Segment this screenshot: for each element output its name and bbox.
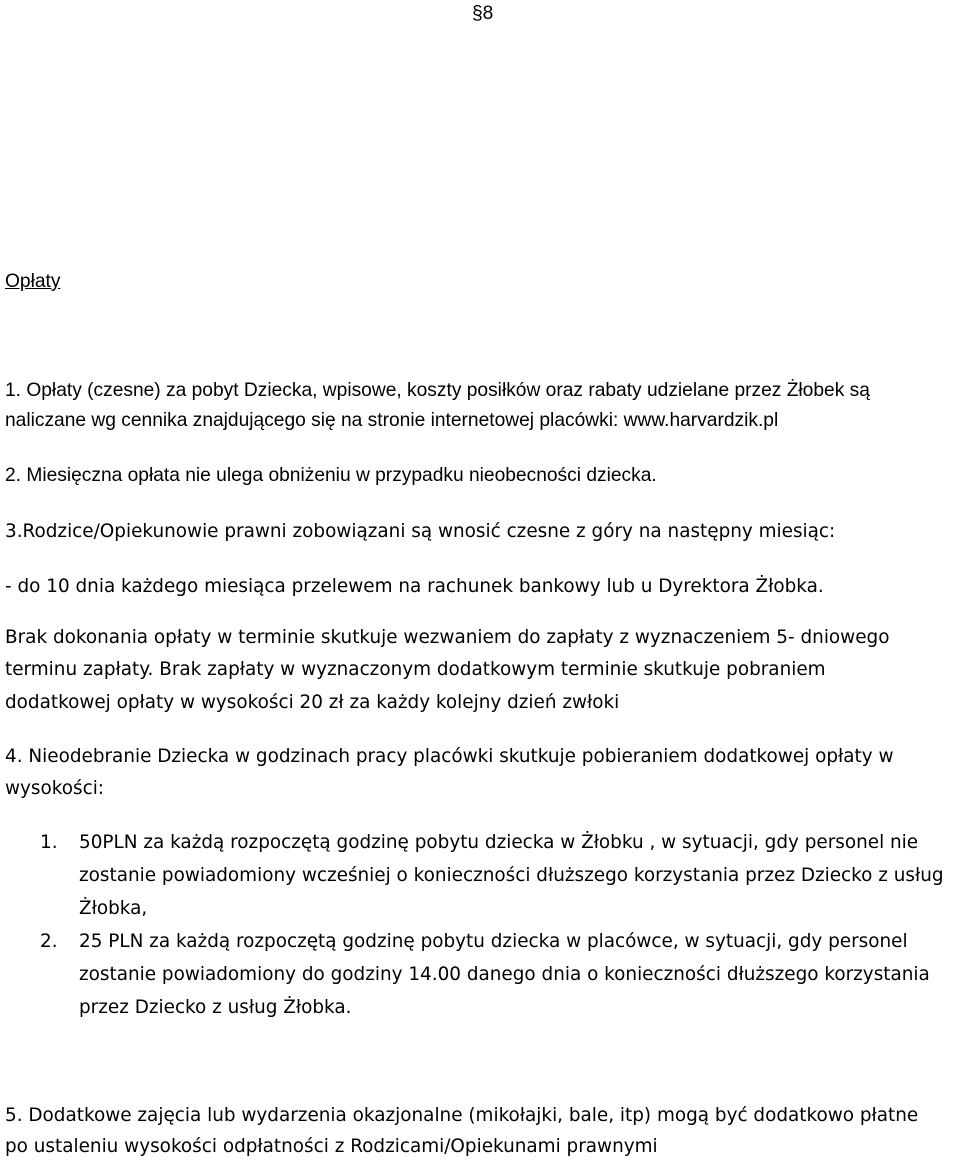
paragraph-3b-line-1: Brak dokonania opłaty w terminie skutkuje wezwaniem do zapłaty z wyznaczeniem 5- dniowego	[5, 627, 890, 648]
fee-list-number-2: 2.	[40, 931, 58, 952]
fee-item-2-line-1: 25 PLN za każdą rozpoczętą godzinę pobytu dziecka w placówce, w sytuacji, gdy personel	[79, 931, 908, 952]
paragraph-3b-line-2: terminu zapłaty. Brak zapłaty w wyznaczonym dodatkowym terminie skutkuje pobraniem	[5, 659, 826, 680]
paragraph-1-line-1: 1. Opłaty (czesne) za pobyt Dziecka, wpisowe, koszty posiłków oraz rabaty udzielane przez Żłobek są	[5, 380, 870, 401]
paragraph-3: 3.Rodzice/Opiekunowie prawni zobowiązani są wnosić czesne z góry na następny miesiąc:	[5, 521, 836, 542]
fee-list-number-1: 1.	[40, 832, 58, 853]
section-mark: §8	[472, 3, 494, 24]
paragraph-4-line-1: 4. Nieodebranie Dziecka w godzinach pracy placówki skutkuje pobieraniem dodatkowej opłaty w	[5, 746, 894, 767]
fee-item-2-line-3: przez Dziecko z usług Żłobka.	[79, 997, 352, 1018]
fee-item-1-line-3: Żłobka,	[79, 898, 148, 919]
section-heading: Opłaty	[5, 271, 61, 292]
paragraph-5-line-1: 5. Dodatkowe zajęcia lub wydarzenia okazjonalne (mikołajki, bale, itp) mogą być dodatkowo płatne	[5, 1105, 919, 1126]
paragraph-3-dash-item: - do 10 dnia każdego miesiąca przelewem na rachunek bankowy lub u Dyrektora Żłobka.	[5, 576, 824, 597]
fee-item-1-line-2: zostanie powiadomiony wcześniej o konieczności dłuższego korzystania przez Dziecko z usług	[79, 865, 944, 886]
paragraph-2: 2. Miesięczna opłata nie ulega obniżeniu w przypadku nieobecności dziecka.	[5, 465, 657, 486]
paragraph-4-line-2: wysokości:	[5, 778, 105, 799]
fee-item-2-line-2: zostanie powiadomiony do godziny 14.00 danego dnia o konieczności dłuższego korzystania	[79, 964, 930, 985]
fee-item-1-line-1: 50PLN za każdą rozpoczętą godzinę pobytu dziecka w Żłobku , w sytuacji, gdy personel nie	[79, 832, 919, 853]
paragraph-5-line-2: po ustaleniu wysokości odpłatności z Rodzicami/Opiekunami prawnymi	[5, 1136, 658, 1157]
paragraph-3b-line-3: dodatkowej opłaty w wysokości 20 zł za każdy kolejny dzień zwłoki	[5, 692, 620, 713]
paragraph-1-line-2: naliczane wg cennika znajdującego się na stronie internetowej placówki: www.harvardzik.pl	[5, 410, 779, 431]
